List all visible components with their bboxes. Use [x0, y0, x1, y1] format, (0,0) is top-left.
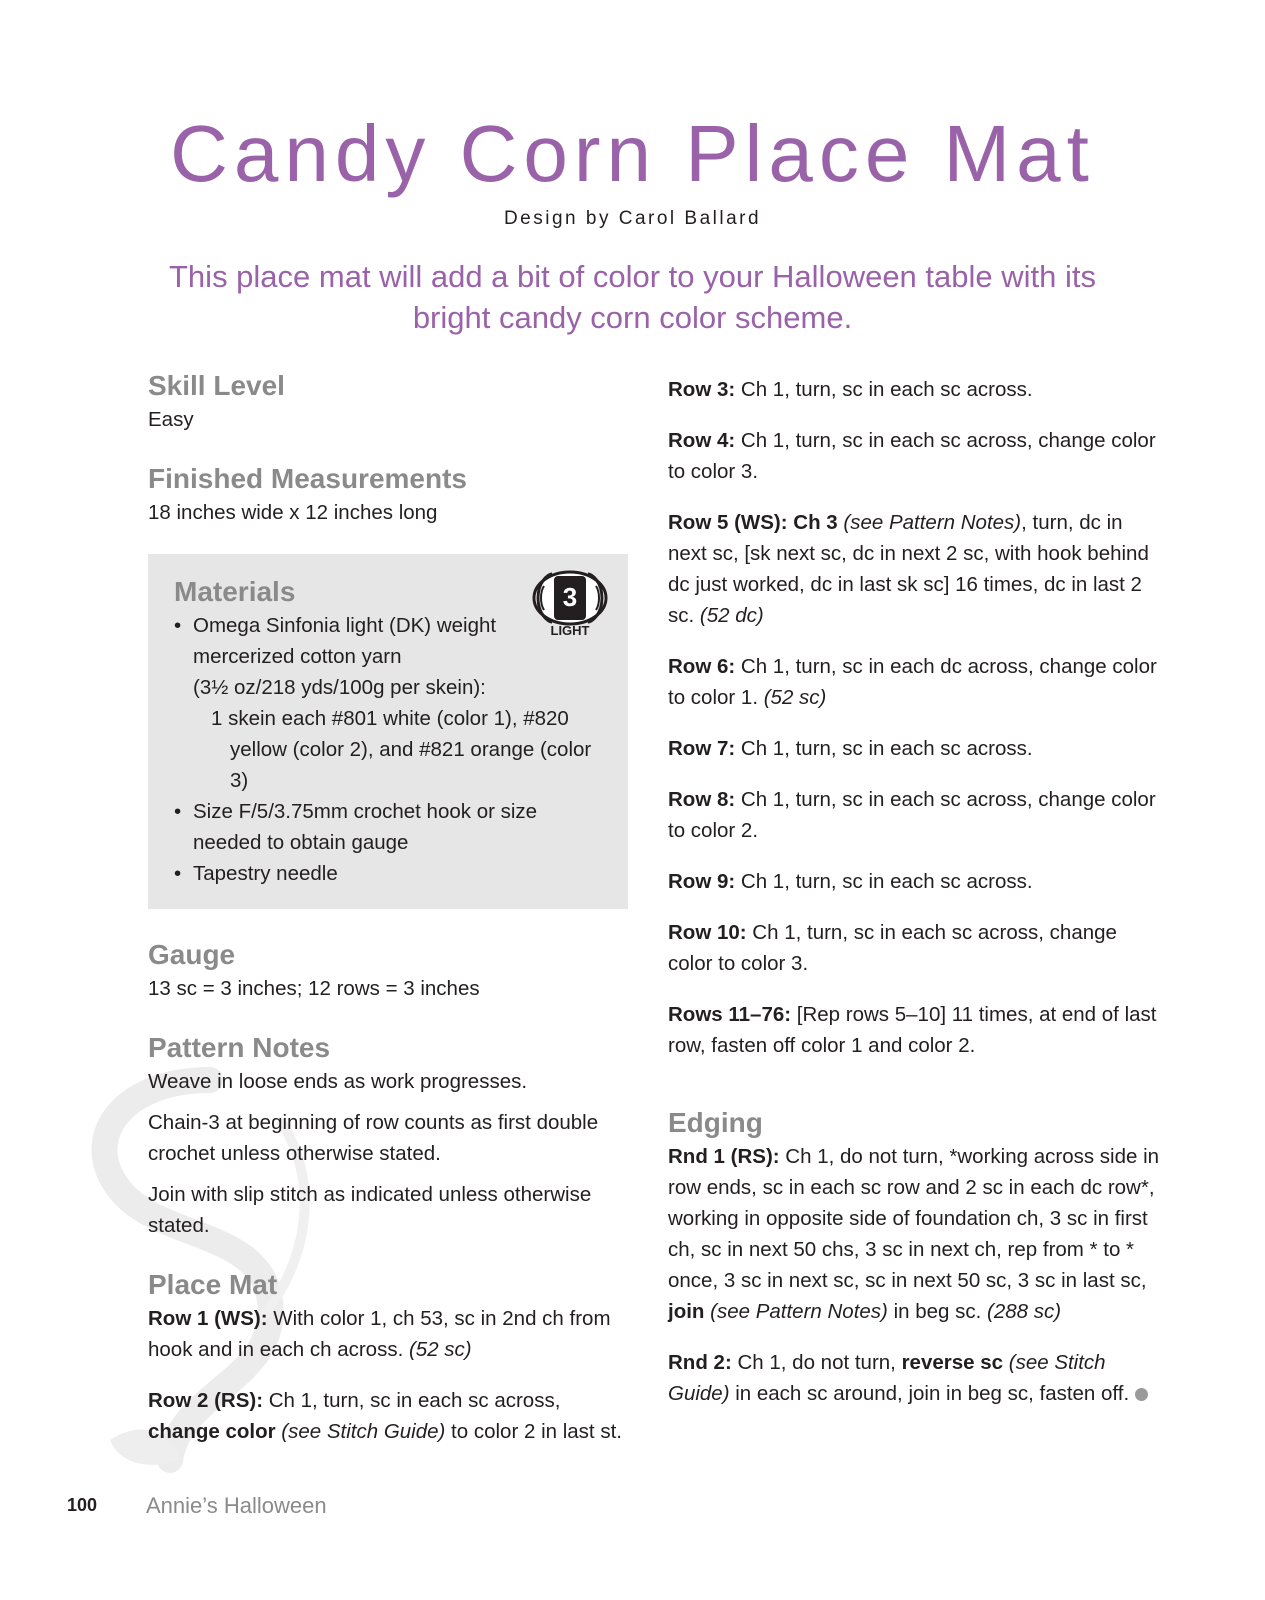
- yarn-weight-number: 3: [562, 582, 578, 612]
- gauge-text: 13 sc = 3 inches; 12 rows = 3 inches: [148, 977, 480, 1000]
- row-4-instruction: Row 4: Ch 1, turn, sc in each sc across, change color to color 3.: [668, 429, 1156, 483]
- designer-byline: Design by Carol Ballard: [503, 208, 762, 229]
- row-5-instruction: Row 5 (WS): Ch 3 (see Pattern Notes), turn, dc in next sc, [sk next sc, dc in next 2 sc, with hook behind dc just worked, dc in last sk sc] 16 times, dc in last 2 sc. (52 dc): [668, 511, 1149, 627]
- finished-measurements-text: 18 inches wide x 12 inches long: [148, 501, 438, 524]
- yarn-weight-label: LIGHT: [550, 623, 590, 638]
- materials-box: [148, 554, 628, 909]
- row-6-instruction: Row 6: Ch 1, turn, sc in each dc across, change color to color 1. (52 sc): [668, 655, 1157, 709]
- materials-item-hook: • Size F/5/3.75mm crochet hook or size needed to obtain gauge: [174, 796, 610, 858]
- materials-item-needle: • Tapestry needle: [174, 858, 610, 889]
- row-10-instruction: Row 10: Ch 1, turn, sc in each sc across, change color to color 3.: [668, 921, 1117, 975]
- pattern-notes-heading: Pattern Notes: [148, 1032, 331, 1063]
- page-number: 100: [67, 1495, 98, 1515]
- row-9-instruction: Row 9: Ch 1, turn, sc in each sc across.: [668, 870, 1033, 893]
- place-mat-heading: Place Mat: [148, 1269, 278, 1300]
- left-column: [148, 368, 628, 1467]
- row-2-instruction: Row 2 (RS): Ch 1, turn, sc in each sc across, change color (see Stitch Guide) to color 2 in last st.: [148, 1389, 622, 1443]
- pattern-note-3: Join with slip stitch as indicated unless otherwise stated.: [148, 1183, 592, 1237]
- right-column: [668, 374, 1163, 1429]
- finished-measurements-heading: Finished Measurements: [148, 463, 467, 494]
- pattern-note-1: Weave in loose ends as work progresses.: [148, 1070, 528, 1093]
- row-3-instruction: Row 3: Ch 1, turn, sc in each sc across.: [668, 378, 1033, 401]
- book-title: Annie’s Halloween: [146, 1493, 327, 1518]
- row-8-instruction: Row 8: Ch 1, turn, sc in each sc across, change color to color 2.: [668, 788, 1156, 842]
- place-mat-section: [148, 1267, 628, 1447]
- finished-measurements-section: [148, 461, 628, 528]
- page-title: Candy Corn Place Mat: [170, 109, 1095, 198]
- rows-11-76-instruction: Rows 11–76: [Rep rows 5–10] 11 times, at end of last row, fasten off color 1 and color 2.: [668, 1003, 1157, 1057]
- materials-list: [174, 610, 610, 889]
- materials-item-yarn: [174, 610, 610, 641]
- end-of-pattern-dot: [1135, 1388, 1148, 1401]
- rnd-2-instruction: Rnd 2: Ch 1, do not turn, reverse sc (see Stitch Guide) in each sc around, join in beg sc, fasten off.: [668, 1347, 1163, 1409]
- yarn-line-4: 1 skein each #801 white (color 1), #820: [211, 707, 569, 730]
- skill-level-section: [148, 368, 628, 435]
- skill-level-text: Easy: [148, 408, 194, 431]
- intro-text: This place mat will add a bit of color to your Halloween table with its bright candy corn color scheme.: [169, 259, 1096, 335]
- edging-heading: Edging: [668, 1107, 763, 1138]
- skill-level-heading: Skill Level: [148, 370, 285, 401]
- yarn-line-2: mercerized cotton yarn: [193, 645, 402, 668]
- pattern-notes-section: [148, 1030, 628, 1241]
- gauge-section: [148, 937, 628, 1004]
- row-1-instruction: Row 1 (WS): With color 1, ch 53, sc in 2nd ch from hook and in each ch across. (52 sc): [148, 1307, 611, 1361]
- rnd-1-instruction: Rnd 1 (RS): Ch 1, do not turn, *working across side in row ends, sc in each sc row and 2 sc in each dc row*, working in opposite side of foundation ch, 3 sc in first ch, sc in next 50 chs, 3 sc in next ch, rep from * to * once, 3 sc in next sc, sc in next 50 sc, 3 sc in last sc, join (see Pattern Notes) in beg sc. (288 sc): [668, 1145, 1160, 1323]
- yarn-line-5: yellow (color 2), and #821 orange (color 3): [230, 738, 592, 792]
- gauge-heading: Gauge: [148, 939, 236, 970]
- yarn-line-1: Omega Sinfonia light (DK) weight: [193, 614, 497, 637]
- materials-heading: Materials: [174, 576, 296, 607]
- pattern-note-2: Chain-3 at beginning of row counts as first double crochet unless otherwise stated.: [148, 1111, 599, 1165]
- yarn-line-3: (3½ oz/218 yds/100g per skein):: [193, 676, 486, 699]
- row-7-instruction: Row 7: Ch 1, turn, sc in each sc across.: [668, 737, 1033, 760]
